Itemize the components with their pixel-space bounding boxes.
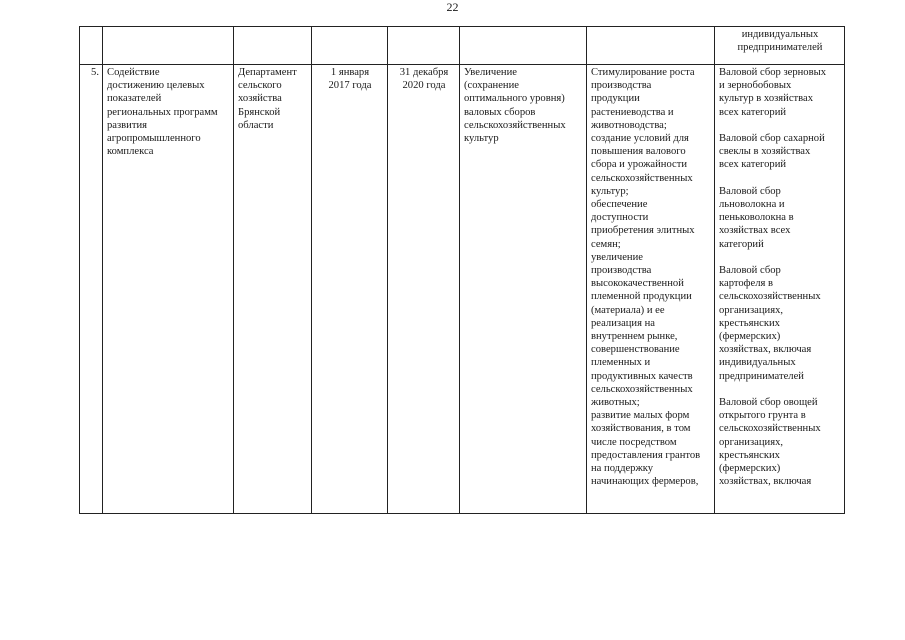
cell-result xyxy=(460,27,587,65)
row-start-date: 1 января 2017 года xyxy=(312,65,388,514)
row-number: 5. xyxy=(80,65,103,514)
program-table xyxy=(79,26,845,514)
row-executor: Департамент сельского хозяйства Брянской области xyxy=(234,65,312,514)
row-indicators: Валовой сбор зерновых и зернобобовых культур в хозяйствах всех категорий Валовой сбор сахарной свеклы в хозяйствах всех категорий Валовой сбор льноволокна и пеньковолокна в хозяйствах всех категорий Валовой сбор картофеля в сельскохозяйственных организациях, крестьянских (фермерских) хозяйствах, включая индивидуальных предпринимателей Валовой сбор овощей открытого грунта в сельскохозяйственных организациях, крестьянских (фермерских) хозяйствах, включая xyxy=(715,65,845,514)
cell-number xyxy=(80,27,103,65)
table-row-continuation xyxy=(80,27,845,65)
row-expected-result: Увеличение (сохранение оптимального уровня) валовых сборов сельскохозяйственных культур xyxy=(460,65,587,514)
table-row xyxy=(80,65,845,514)
page-number: 22 xyxy=(446,0,459,14)
cell-name xyxy=(103,27,234,65)
cell-end xyxy=(388,27,460,65)
indicators-continuation-text: индивидуальных предпринимателей xyxy=(737,29,823,54)
cell-start xyxy=(312,27,388,65)
cell-executor xyxy=(234,27,312,65)
cell-indicators xyxy=(715,27,845,65)
row-end-date: 31 декабря 2020 года xyxy=(388,65,460,514)
cell-directions xyxy=(587,27,715,65)
row-name: Содействие достижению целевых показателей региональных программ развития агропромышленного комплекса xyxy=(103,65,234,514)
row-directions: Стимулирование роста производства продукции растениеводства и животноводства; создание условий для повышения валового сбора и урожайности сельскохозяйственных культур; обеспечение доступности приобретения элитных семян; увеличение производства высококачественной племенной продукции (материала) и ее реализация на внутреннем рынке, совершенствование племенных и продуктивных качеств сельскохозяйственных животных; развитие малых форм хозяйствования, в том числе посредством предоставления грантов на поддержку начинающих фермеров, xyxy=(587,65,715,514)
